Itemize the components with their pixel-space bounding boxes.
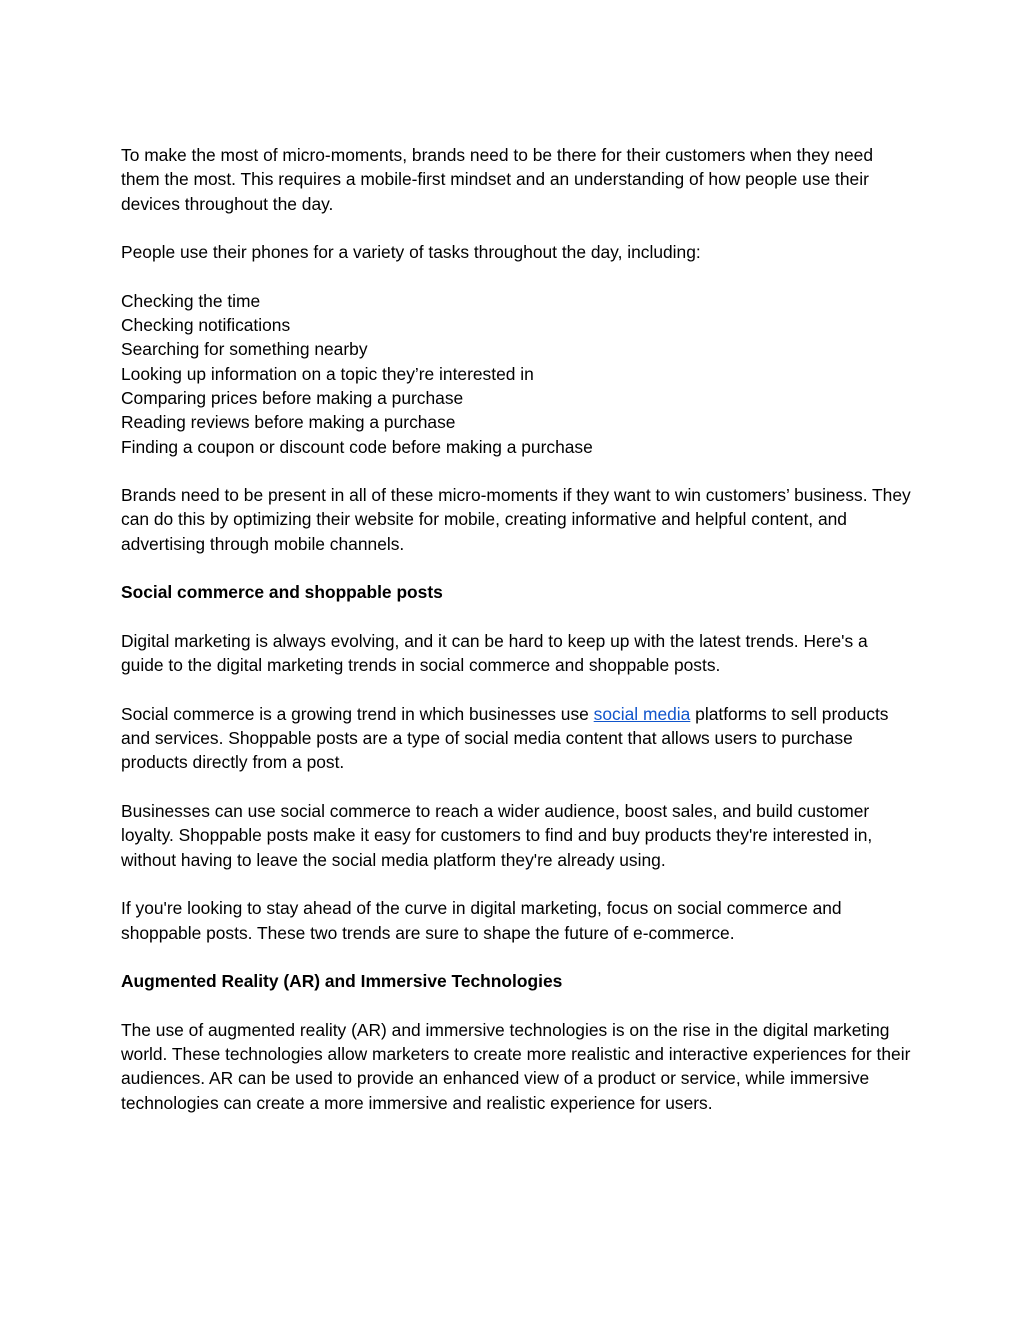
paragraph-ar: The use of augmented reality (AR) and immersive technologies is on the rise in the digital marketing world. These technologies allow marketers to create more realistic and interactive experiences for their audiences. AR can be used to provide an enhanced view of a product or service, while immersive technologies can create a more immersive and realistic experience for users. — [121, 1019, 911, 1113]
paragraph-text-before-link: Social commerce is a growing trend in which businesses use — [121, 703, 594, 724]
phone-tasks-list — [121, 289, 911, 459]
list-item: Searching for something nearby — [121, 339, 368, 360]
document-page — [121, 143, 911, 1139]
paragraph-text-after-link: platforms to sell products and services. Shoppable posts are a type of social media content that allows users to purchase products directly from a post. — [121, 703, 889, 773]
list-item: Comparing prices before making a purchase — [121, 387, 464, 408]
social-media-link[interactable]: social media — [593, 703, 691, 724]
paragraph-phone-tasks-intro: People use their phones for a variety of tasks throughout the day, including: — [121, 242, 701, 263]
paragraph-digital-evolving: Digital marketing is always evolving, and it can be hard to keep up with the latest trends. Here's a guide to the digital marketing trends in social commerce and shoppable posts. — [121, 630, 868, 676]
list-item: Checking notifications — [121, 315, 291, 336]
list-item: Checking the time — [121, 290, 261, 311]
section-heading-social-commerce: Social commerce and shoppable posts — [121, 582, 443, 603]
paragraph-social-commerce — [121, 702, 911, 775]
list-item: Looking up information on a topic they’re interested in — [121, 363, 534, 384]
section-heading-ar: Augmented Reality (AR) and Immersive Technologies — [121, 971, 563, 992]
list-item: Reading reviews before making a purchase — [121, 412, 456, 433]
paragraph-stay-ahead: If you're looking to stay ahead of the curve in digital marketing, focus on social commerce and shoppable posts. These two trends are sure to shape the future of e-commerce. — [121, 898, 842, 943]
paragraph-businesses-use: Businesses can use social commerce to reach a wider audience, boost sales, and build customer loyalty. Shoppable posts make it easy for customers to find and buy products they're interested in, without having to leave the social media platform they're already using. — [121, 801, 873, 870]
list-item: Finding a coupon or discount code before making a purchase — [121, 436, 593, 457]
paragraph-micro-moments: To make the most of micro-moments, brands need to be there for their customers when they need them the most. This requires a mobile-first mindset and an understanding of how people use their devices throughout the day. — [121, 145, 874, 214]
paragraph-brands-present: Brands need to be present in all of these micro-moments if they want to win customers’ business. They can do this by optimizing their website for mobile, creating informative and helpful content, and advertising through mobile channels. — [121, 485, 911, 554]
